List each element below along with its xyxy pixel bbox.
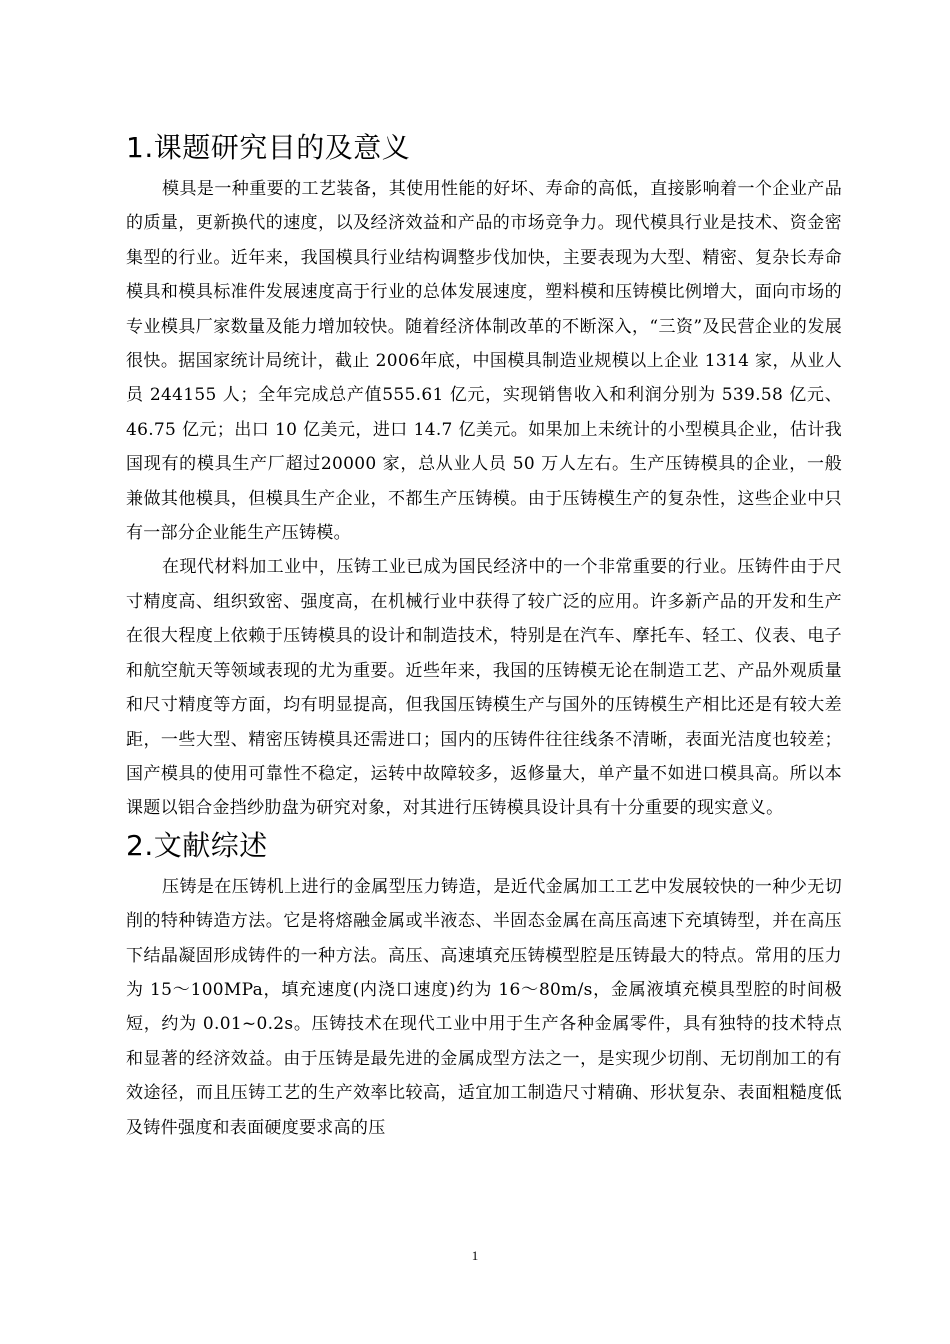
section-heading-purpose: 1.课题研究目的及意义	[126, 131, 411, 164]
paragraph-die-casting-definition: 压铸是在压铸机上进行的金属型压力铸造，是近代金属加工工艺中发展较快的一种少无切削的特种铸造方法。它是将熔融金属或半液态、半固态金属在高压高速下充填铸型，并在高压下结晶凝固形成铸件的一种方法。高压、高速填充压铸模型腔是压铸最大的特点。常用的压力为 15～100MPa，填充速度(内浇口速度)约为 16～80m/s，金属液填充模具型腔的时间极短，约为 0.01~0.2s。压铸技术在现代工业中用于生产各种金属零件，具有独特的技术特点和显著的经济效益。由于压铸是最先进的金属成型方法之一，是实现少切削、无切削加工的有效途径，而且压铸工艺的生产效率比较高，适宜加工制造尺寸精确、形状复杂、表面粗糙度低及铸件强度和表面硬度要求高的压	[126, 876, 842, 1138]
page-content	[126, 128, 842, 1145]
paragraph-mold-industry: 模具是一种重要的工艺装备，其使用性能的好坏、寿命的高低，直接影响着一个企业产品的质量，更新换代的速度，以及经济效益和产品的市场竞争力。现代模具行业是技术、资金密集型的行业。近年来，我国模具行业结构调整步伐加快，主要表现为大型、精密、复杂长寿命模具和模具标准件发展速度高于行业的总体发展速度，塑料模和压铸模比例增大，面向市场的专业模具厂家数量及能力增加较快。随着经济体制改革的不断深入，“三资”及民营企业的发展很快。据国家统计局统计，截止 2006年底，中国模具制造业规模以上企业 1314 家，从业人员 244155 人；全年完成总产值555.61 亿元，实现销售收入和利润分别为 539.58 亿元、46.75 亿元；出口 10 亿美元，进口 14.7 亿美元。如果加上未统计的小型模具企业，估计我国现有的模具生产厂超过20000 家，总从业人员 50 万人左右。生产压铸模具的企业，一般兼做其他模具，但模具生产企业，不都生产压铸模。由于压铸模生产的复杂性，这些企业中只有一部分企业能生产压铸模。	[126, 179, 842, 544]
page-number: 1	[471, 1248, 479, 1263]
section-heading-literature-review: 2.文献综述	[126, 828, 268, 862]
paragraph-die-casting-importance: 在现代材料加工业中，压铸工业已成为国民经济中的一个非常重要的行业。压铸件由于尺寸精度高、组织致密、强度高，在机械行业中获得了较广泛的应用。许多新产品的开发和生产在很大程度上依赖于压铸模具的设计和制造技术，特别是在汽车、摩托车、轻工、仪表、电子和航空航天等领域表现的尤为重要。近些年来，我国的压铸模无论在制造工艺、产品外观质量和尺寸精度等方面，均有明显提高，但我国压铸模生产与国外的压铸模生产相比还是有较大差距，一些大型、精密压铸模具还需进口；国内的压铸件往往线条不清晰，表面光洁度也较差；国产模具的使用可靠性不稳定，运转中故障较多，返修量大，单产量不如进口模具高。所以本课题以铝合金挡纱肋盘为研究对象，对其进行压铸模具设计具有十分重要的现实意义。	[126, 557, 842, 819]
